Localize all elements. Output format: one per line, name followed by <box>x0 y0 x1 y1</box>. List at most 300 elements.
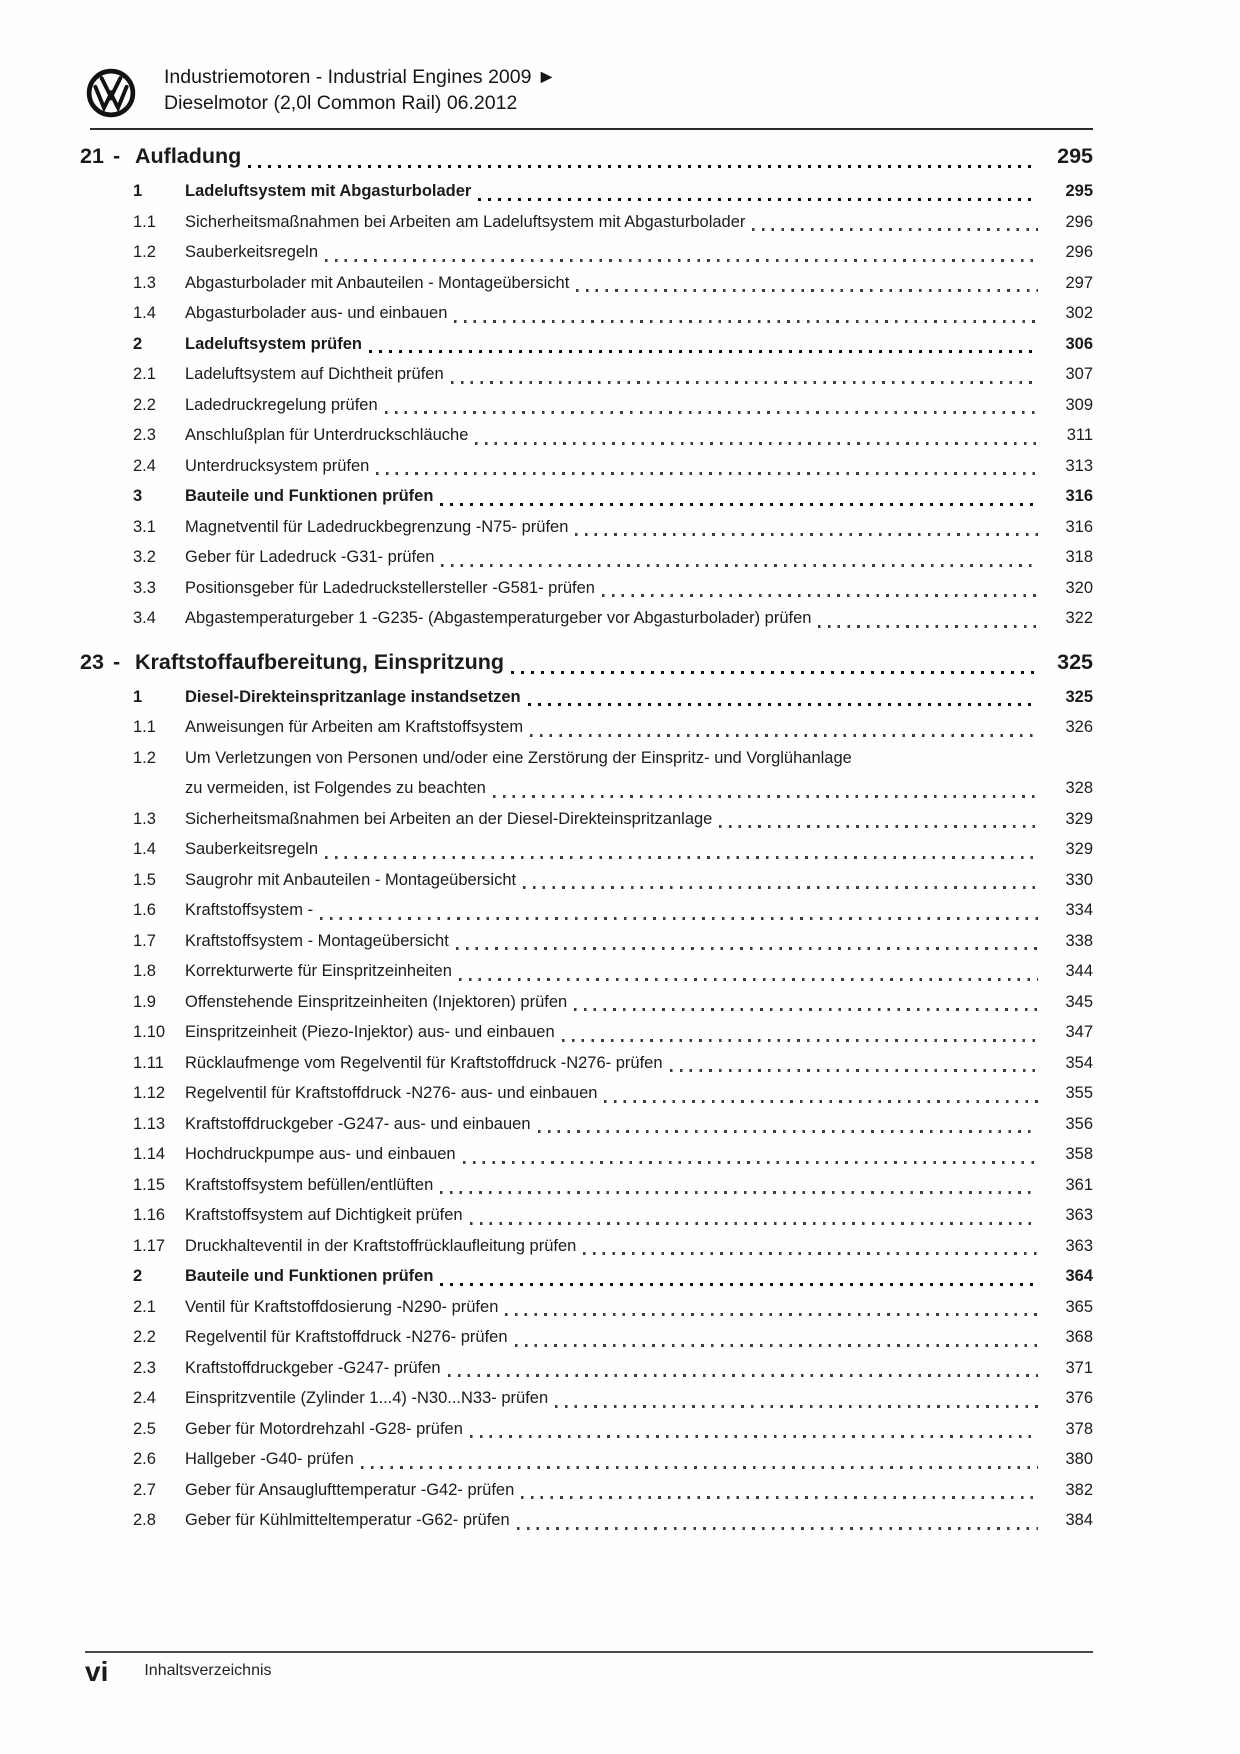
toc-entry <box>133 1231 1093 1262</box>
toc-entry <box>133 512 1093 543</box>
entry-body <box>185 542 1093 573</box>
entry-page: 380 <box>1065 1450 1093 1468</box>
entry-title: Bauteile und Funktionen prüfen <box>185 1267 434 1285</box>
entry-page: 309 <box>1065 395 1093 414</box>
entry-title: Sauberkeitsregeln <box>185 243 318 261</box>
dot-leader <box>440 503 1038 506</box>
entry-body <box>185 1444 1093 1475</box>
dot-leader <box>470 1222 1038 1225</box>
entry-title-line <box>185 1017 1093 1048</box>
entry-number: 1.10 <box>133 1023 166 1041</box>
toc-entry <box>133 207 1093 238</box>
dot-leader <box>517 1527 1038 1530</box>
entry-number: 1.1 <box>133 718 156 736</box>
entry-body <box>185 237 1093 268</box>
dot-leader <box>521 1496 1038 1499</box>
entry-body <box>185 987 1093 1018</box>
entry-title-line <box>185 743 1093 774</box>
entry-body <box>185 712 1093 743</box>
entry-number: 1.11 <box>133 1053 164 1072</box>
entry-number: 1.16 <box>133 1206 166 1224</box>
toc-entry <box>133 1170 1093 1201</box>
entry-body <box>185 329 1093 360</box>
toc-entry <box>133 420 1093 451</box>
toc-entry <box>133 1414 1093 1445</box>
chapter-title: Aufladung <box>135 144 242 168</box>
dot-leader <box>470 1435 1038 1438</box>
dot-leader <box>576 289 1038 292</box>
toc-entry <box>133 1383 1093 1414</box>
entry-number: 1.5 <box>133 870 156 889</box>
entry-number: 2.7 <box>133 1480 156 1499</box>
entry-title-line <box>185 804 1093 835</box>
entry-title-line <box>185 1109 1093 1140</box>
dot-leader <box>515 1344 1038 1347</box>
vw-logo-icon <box>86 68 136 118</box>
entry-title: Abgasturbolader aus- und einbauen <box>185 304 448 322</box>
entry-title-line <box>185 1170 1093 1201</box>
entry-number: 1.13 <box>133 1114 166 1133</box>
entry-body <box>185 176 1093 207</box>
entry-title-line <box>185 1322 1093 1353</box>
entry-title: Geber für Kühlmitteltemperatur -G62- prüfen <box>185 1511 510 1529</box>
toc-entry <box>133 1200 1093 1231</box>
dot-leader <box>440 1191 1038 1194</box>
entry-page: 384 <box>1065 1511 1093 1529</box>
toc-entry <box>133 1444 1093 1475</box>
dot-leader <box>248 165 1038 168</box>
toc-entry <box>133 359 1093 390</box>
entry-body <box>185 481 1093 512</box>
entry-page: 364 <box>1065 1267 1093 1285</box>
toc-entry <box>133 956 1093 987</box>
entry-number: 2.8 <box>133 1511 156 1529</box>
entry-number: 1.15 <box>133 1175 166 1194</box>
entry-number: 1.14 <box>133 1145 166 1163</box>
dot-leader <box>555 1405 1038 1408</box>
entry-page: 330 <box>1065 870 1093 889</box>
entry-title: Kraftstoffsystem - <box>185 901 314 919</box>
dot-leader <box>456 947 1038 950</box>
dot-leader <box>463 1161 1038 1164</box>
toc-entry <box>133 987 1093 1018</box>
entry-title-line <box>185 1048 1093 1079</box>
entry-number: 2.3 <box>133 426 156 444</box>
entry-title: Ladeluftsystem auf Dichtheit prüfen <box>185 365 444 383</box>
entry-body <box>185 573 1093 604</box>
entry-page: 376 <box>1065 1389 1093 1407</box>
entry-page: 345 <box>1065 992 1093 1011</box>
entry-body <box>185 1322 1093 1353</box>
entry-page: 338 <box>1065 931 1093 950</box>
toc-entry <box>133 237 1093 268</box>
dot-leader <box>454 320 1038 323</box>
dot-leader <box>523 886 1038 889</box>
entry-title-line <box>185 834 1093 865</box>
page-footer <box>85 1656 272 1688</box>
dot-leader <box>441 564 1038 567</box>
entry-title: Sicherheitsmaßnahmen bei Arbeiten am Ladeluftsystem mit Abgasturbolader <box>185 212 746 231</box>
entry-body <box>185 1505 1093 1536</box>
toc-entry <box>133 865 1093 896</box>
entry-title-line <box>185 481 1093 512</box>
entry-page: 295 <box>1065 182 1093 200</box>
toc-entry <box>133 1322 1093 1353</box>
entry-number: 1.17 <box>133 1236 166 1255</box>
dot-leader <box>505 1313 1038 1316</box>
entry-title: Ladeluftsystem mit Abgasturbolader <box>185 182 472 200</box>
toc-entry <box>133 1048 1093 1079</box>
entry-number: 1.8 <box>133 962 156 980</box>
dot-leader <box>385 411 1038 414</box>
entry-page: 316 <box>1065 517 1093 536</box>
entry-number: 1 <box>133 182 143 200</box>
entry-title: Saugrohr mit Anbauteilen - Montageübersicht <box>185 870 517 889</box>
dot-leader <box>538 1130 1039 1133</box>
toc-entry <box>133 542 1093 573</box>
dot-leader <box>448 1374 1038 1377</box>
entry-number: 1.9 <box>133 992 156 1011</box>
entry-title-continued: zu vermeiden, ist Folgendes zu beachten <box>185 779 486 797</box>
entry-title: Anschlußplan für Unterdruckschläuche <box>185 426 469 444</box>
entry-page: 347 <box>1065 1023 1093 1041</box>
toc-entry <box>133 268 1093 299</box>
entry-page: 371 <box>1065 1358 1093 1377</box>
entry-title-line <box>185 865 1093 896</box>
entry-page: 306 <box>1065 334 1093 353</box>
entry-title: Druckhalteventil in der Kraftstoffrücklaufleitung prüfen <box>185 1236 577 1255</box>
entry-page: 307 <box>1065 365 1093 383</box>
entry-page: 365 <box>1065 1297 1093 1316</box>
toc-entry <box>133 1139 1093 1170</box>
table-of-contents <box>80 138 1093 1536</box>
entry-body <box>185 603 1093 634</box>
entry-number: 1.4 <box>133 840 156 858</box>
entry-body <box>185 359 1093 390</box>
entry-body <box>185 390 1093 421</box>
chapter-number: 21 <box>80 144 104 168</box>
entry-body <box>185 1170 1093 1201</box>
entry-title: Rücklaufmenge vom Regelventil für Kraftstoffdruck -N276- prüfen <box>185 1053 663 1072</box>
entry-page: 363 <box>1065 1206 1093 1224</box>
toc-entry <box>133 451 1093 482</box>
entry-body <box>185 743 1093 804</box>
entry-number: 3.2 <box>133 548 156 566</box>
entry-body <box>185 1078 1093 1109</box>
dot-leader <box>320 917 1038 920</box>
entry-page: 358 <box>1065 1145 1093 1163</box>
entry-body <box>185 1383 1093 1414</box>
dot-leader <box>752 228 1038 231</box>
entry-page: 344 <box>1065 962 1093 980</box>
entry-body <box>185 1231 1093 1262</box>
entry-title: Einspritzeinheit (Piezo-Injektor) aus- und einbauen <box>185 1023 555 1041</box>
entry-title-line <box>185 1475 1093 1506</box>
entry-number: 3.3 <box>133 578 156 597</box>
toc-entry <box>133 834 1093 865</box>
entry-body <box>185 1353 1093 1384</box>
footer-divider <box>85 1651 1093 1653</box>
dot-leader <box>530 734 1038 737</box>
entry-page: 322 <box>1065 609 1093 627</box>
entry-body <box>185 1414 1093 1445</box>
entry-number: 3 <box>133 487 143 505</box>
entry-title: Abgasturbolader mit Anbauteilen - Montageübersicht <box>185 273 570 292</box>
chapter-dash: - <box>113 649 121 674</box>
dot-leader <box>459 978 1038 981</box>
chapter-entries <box>133 682 1093 1536</box>
entry-page: 320 <box>1065 578 1093 597</box>
entry-body <box>185 451 1093 482</box>
toc-entry <box>133 298 1093 329</box>
chapter-title: Kraftstoffaufbereitung, Einspritzung <box>135 649 505 674</box>
entry-title-line <box>185 603 1093 634</box>
entry-title-line <box>185 1505 1093 1536</box>
entry-title-line <box>185 895 1093 926</box>
toc-entry <box>133 1109 1093 1140</box>
entry-title-line <box>185 420 1093 451</box>
toc-entry <box>133 329 1093 360</box>
header-divider <box>90 128 1093 130</box>
entry-title-line <box>185 573 1093 604</box>
entry-number: 1.12 <box>133 1084 166 1102</box>
entry-body <box>185 865 1093 896</box>
toc-entry <box>133 1475 1093 1506</box>
dot-leader <box>369 350 1038 353</box>
entry-title: Unterdrucksystem prüfen <box>185 456 370 475</box>
dot-leader <box>325 856 1038 859</box>
entry-title-line <box>185 712 1093 743</box>
entry-title: Magnetventil für Ladedruckbegrenzung -N75- prüfen <box>185 517 569 536</box>
entry-title-line <box>185 298 1093 329</box>
dot-leader <box>575 533 1038 536</box>
entry-title-line <box>185 512 1093 543</box>
entry-body <box>185 956 1093 987</box>
toc-entry <box>133 573 1093 604</box>
header-title-line2: Dieselmotor (2,0l Common Rail) 06.2012 <box>164 92 518 114</box>
entry-number: 2.5 <box>133 1419 156 1438</box>
entry-title: Geber für Ladedruck -G31- prüfen <box>185 548 435 566</box>
entry-title: Regelventil für Kraftstoffdruck -N276- aus- und einbauen <box>185 1084 598 1102</box>
entry-page: 326 <box>1065 718 1093 736</box>
entry-page: 296 <box>1065 243 1093 261</box>
entry-title: Kraftstoffsystem befüllen/entlüften <box>185 1175 434 1194</box>
entry-title: Kraftstoffdruckgeber -G247- prüfen <box>185 1358 441 1377</box>
entry-body <box>185 804 1093 835</box>
entry-title: Sicherheitsmaßnahmen bei Arbeiten an der Diesel-Direkteinspritzanlage <box>185 809 713 828</box>
entry-body <box>185 207 1093 238</box>
entry-body <box>185 1292 1093 1323</box>
entry-title-line <box>185 1353 1093 1384</box>
entry-title: Hallgeber -G40- prüfen <box>185 1450 354 1468</box>
entry-page: 355 <box>1065 1084 1093 1102</box>
dot-leader <box>818 625 1038 628</box>
entry-title-line <box>185 773 1093 804</box>
footer-page-number: vi <box>85 1656 109 1687</box>
chapter-number: 23 <box>80 649 104 674</box>
entry-number: 2.4 <box>133 456 156 475</box>
toc-entry <box>133 1261 1093 1292</box>
entry-number: 2.3 <box>133 1358 156 1377</box>
entry-title-line <box>185 451 1093 482</box>
chapter-heading <box>80 138 1093 174</box>
entry-body <box>185 1261 1093 1292</box>
entry-title-line <box>185 1383 1093 1414</box>
toc-entry <box>133 804 1093 835</box>
entry-title-line <box>185 359 1093 390</box>
header-text <box>164 64 556 116</box>
entry-number: 1.3 <box>133 273 156 292</box>
entry-page: 356 <box>1065 1114 1093 1133</box>
entry-title-line <box>185 682 1093 713</box>
entry-body <box>185 926 1093 957</box>
entry-page: 368 <box>1065 1328 1093 1346</box>
toc-entry <box>133 1017 1093 1048</box>
chapter-entries <box>133 176 1093 634</box>
entry-title-line <box>185 926 1093 957</box>
entry-title-line <box>185 207 1093 238</box>
entry-page: 313 <box>1065 456 1093 475</box>
dot-leader <box>670 1069 1038 1072</box>
entry-number: 3.4 <box>133 609 156 627</box>
entry-number: 2.4 <box>133 1389 156 1407</box>
entry-title: Diesel-Direkteinspritzanlage instandsetzen <box>185 687 521 706</box>
entry-body <box>185 1475 1093 1506</box>
entry-title-line <box>185 1261 1093 1292</box>
entry-number: 1.2 <box>133 243 156 261</box>
entry-page: 311 <box>1066 426 1093 444</box>
dot-leader <box>719 825 1038 828</box>
dot-leader <box>493 795 1038 798</box>
entry-body <box>185 1200 1093 1231</box>
entry-title-line <box>185 268 1093 299</box>
header-title-line1: Industriemotoren - Industrial Engines 2009 ► <box>164 66 557 88</box>
toc-entry <box>133 712 1093 743</box>
entry-number: 1.4 <box>133 304 156 322</box>
entry-title-line <box>185 1139 1093 1170</box>
entry-page: 318 <box>1065 548 1093 566</box>
entry-title-line <box>185 329 1093 360</box>
entry-page: 363 <box>1065 1236 1093 1255</box>
toc-entry <box>133 743 1093 804</box>
entry-title: Einspritzventile (Zylinder 1...4) -N30...N33- prüfen <box>185 1389 549 1407</box>
entry-title: Um Verletzungen von Personen und/oder eine Zerstörung der Einspritz- und Vorglühanlage <box>185 748 852 767</box>
entry-title: Geber für Ansauglufttemperatur -G42- prüfen <box>185 1480 515 1499</box>
entry-page: 325 <box>1065 687 1093 706</box>
toc-entry <box>133 390 1093 421</box>
entry-page: 328 <box>1065 779 1093 797</box>
dot-leader <box>604 1100 1038 1103</box>
entry-title: Kraftstoffsystem auf Dichtigkeit prüfen <box>185 1206 463 1224</box>
entry-title-line <box>185 956 1093 987</box>
dot-leader <box>583 1252 1038 1255</box>
entry-page: 329 <box>1065 840 1093 858</box>
entry-body <box>185 1139 1093 1170</box>
entry-page: 329 <box>1065 809 1093 828</box>
toc-entry <box>133 603 1093 634</box>
footer-section-label: Inhaltsverzeichnis <box>144 1662 272 1679</box>
entry-title-line <box>185 542 1093 573</box>
entry-title: Abgastemperaturgeber 1 -G235- (Abgastemperaturgeber vor Abgasturbolader) prüfen <box>185 609 812 627</box>
entry-title-line <box>185 176 1093 207</box>
entry-page: 378 <box>1065 1419 1093 1438</box>
entry-body <box>185 1017 1093 1048</box>
entry-number: 1.2 <box>133 748 156 767</box>
chapter-dash: - <box>113 144 121 168</box>
entry-number: 1 <box>133 687 143 706</box>
entry-body <box>185 1109 1093 1140</box>
chapter-page: 295 <box>1057 144 1093 168</box>
toc-entry <box>133 895 1093 926</box>
dot-leader <box>451 381 1038 384</box>
chapter-heading <box>80 644 1093 680</box>
dot-leader <box>475 442 1038 445</box>
toc-entry <box>133 176 1093 207</box>
toc-entry <box>133 682 1093 713</box>
toc-chapter <box>80 138 1093 634</box>
dot-leader <box>361 1466 1038 1469</box>
entry-number: 2.1 <box>133 1297 156 1316</box>
entry-page: 302 <box>1065 304 1093 322</box>
entry-title: Hochdruckpumpe aus- und einbauen <box>185 1145 456 1163</box>
entry-number: 2 <box>133 334 143 353</box>
entry-number: 2.1 <box>133 365 156 383</box>
entry-title: Kraftstoffsystem - Montageübersicht <box>185 931 449 950</box>
entry-title: Positionsgeber für Ladedruckstellersteller -G581- prüfen <box>185 578 595 597</box>
toc-entry <box>133 1505 1093 1536</box>
entry-title-line <box>185 237 1093 268</box>
entry-body <box>185 682 1093 713</box>
entry-title-line <box>185 1078 1093 1109</box>
page-header <box>86 64 556 118</box>
dot-leader <box>528 703 1038 706</box>
chapter-page: 325 <box>1057 649 1093 674</box>
toc-entry <box>133 1292 1093 1323</box>
entry-page: 297 <box>1065 273 1093 292</box>
entry-number: 1.6 <box>133 901 156 919</box>
toc-chapter <box>80 644 1093 1536</box>
dot-leader <box>478 198 1038 201</box>
entry-title: Ventil für Kraftstoffdosierung -N290- prüfen <box>185 1297 499 1316</box>
dot-leader <box>511 671 1038 674</box>
entry-number: 2.6 <box>133 1450 156 1468</box>
entry-page: 361 <box>1065 1175 1093 1194</box>
entry-title: Offenstehende Einspritzeinheiten (Injektoren) prüfen <box>185 992 568 1011</box>
entry-title: Ladeluftsystem prüfen <box>185 334 362 353</box>
entry-number: 1.7 <box>133 931 156 950</box>
entry-page: 334 <box>1065 901 1093 919</box>
entry-title-line <box>185 987 1093 1018</box>
entry-body <box>185 895 1093 926</box>
entry-number: 1.1 <box>133 212 156 231</box>
dot-leader <box>376 472 1038 475</box>
entry-body <box>185 1048 1093 1079</box>
toc-entry <box>133 1353 1093 1384</box>
entry-title-line <box>185 1231 1093 1262</box>
entry-title: Ladedruckregelung prüfen <box>185 395 378 414</box>
entry-title: Kraftstoffdruckgeber -G247- aus- und einbauen <box>185 1114 531 1133</box>
entry-title-line <box>185 1292 1093 1323</box>
entry-page: 382 <box>1065 1480 1093 1499</box>
entry-title: Korrekturwerte für Einspritzeinheiten <box>185 962 452 980</box>
entry-title-line <box>185 1200 1093 1231</box>
entry-page: 296 <box>1065 212 1093 231</box>
dot-leader <box>562 1039 1038 1042</box>
entry-page: 316 <box>1065 487 1093 505</box>
entry-title: Bauteile und Funktionen prüfen <box>185 487 434 505</box>
entry-number: 3.1 <box>133 517 156 536</box>
entry-body <box>185 834 1093 865</box>
